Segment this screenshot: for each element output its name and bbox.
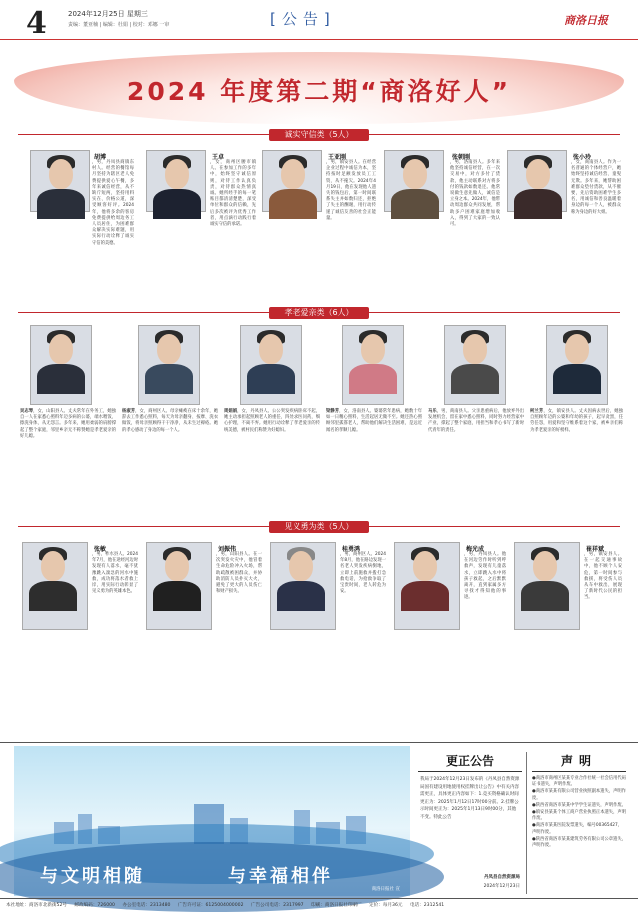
- notice-body: 我局于2024年12月23日发布的《丹凤县自然资源局国有建设用地使用权挂牌出让公告》中有关内容需更正，具体更正内容如下：1.竞买资格确认时间更正为：2025年1月12日17时00分前。2.挂牌公示时间更正为：2025年1月13日9时00分，其他不变。特此公告: [420, 777, 520, 820]
- section-title: [公告]: [270, 10, 336, 28]
- statement-list: [532, 776, 626, 850]
- portrait-photo: [146, 542, 212, 630]
- person-bio: ，男，镇安县人。在经营企业过程中诚信为本，坚持按时足额发放员工工资，从不拖欠。2024年4月19日，他在发现他人遗失的钱包后，第一时间联系失主并如数归还，拒绝了失主的酬谢，用行动传递了诚信友善的社会正能量。: [326, 160, 376, 221]
- person-card: [122, 325, 218, 515]
- statement-item: ●商洛市某某有限公司营业执照副本遗失，声明作废。: [532, 789, 626, 801]
- person-card: [512, 542, 624, 738]
- person-name: 崔祥斌: [586, 546, 605, 553]
- bio-text: ，女，丹凤县人。公公突发疾病卧床不起，她主动承担起照顾老人的重任，四处求医问药，细心护理，不离不弃。她用行动诠释了孝老爱亲的传统美德，被村民们称赞为好媳妇。: [224, 409, 321, 433]
- ad-slogan-left: 与文明相随: [40, 866, 145, 887]
- person-card: [224, 325, 320, 515]
- notice-organization: 丹凤县自然资源局: [484, 875, 520, 880]
- person-name: 吴志琴: [20, 409, 34, 414]
- person-card: [382, 150, 502, 300]
- person-card: [260, 150, 378, 300]
- person-bio: [428, 409, 524, 509]
- page-footer: [0, 898, 638, 913]
- correction-notice: [418, 752, 522, 894]
- statement-title: 声明: [560, 754, 597, 768]
- section-bar-bravery: [18, 521, 620, 533]
- person-name: 王亚刚: [328, 154, 347, 161]
- portrait-photo: [270, 542, 336, 630]
- person-bio: [530, 409, 623, 509]
- person-name: 王卓: [212, 154, 225, 161]
- person-name: 刘振伟: [218, 546, 237, 553]
- person-name: 杨淑芳: [122, 409, 136, 414]
- main-title: 2024 年度第二期“商洛好人”: [126, 77, 512, 106]
- person-name: 张朝刚: [452, 154, 471, 161]
- person-bio: ，男，商州区人。2024年8月，他在路边发现一名老人突发疾病倒地，立即上前施救并拨打急救电话，为抢救争取了宝贵时间，老人转危为安。: [340, 552, 386, 595]
- footer-office-phone: 办公室电话：2313480: [122, 903, 171, 908]
- person-bio: ，男，山阳县人。在一次突发火灾中，他冒着生命危险冲入火场，帮助疏散被困群众，并协助消防人员扑灭大火，避免了更大的人员伤亡和财产损失。: [216, 552, 262, 595]
- person-card: [428, 325, 524, 515]
- statement-column: [532, 752, 626, 894]
- person-card: [20, 150, 135, 300]
- person-card: [20, 542, 140, 738]
- section-bar-filial: [18, 307, 620, 319]
- person-card: [530, 325, 623, 515]
- portrait-photo: [514, 542, 580, 630]
- person-card: [326, 325, 422, 515]
- footer-phone: 电话：2312541: [409, 903, 445, 908]
- footer-ad-phone: 广告公司电话：2317997: [250, 903, 304, 908]
- statement-item: ●陕西省商洛市某某中学学生证遗失，声明作废。: [532, 802, 626, 808]
- person-card: [392, 542, 508, 738]
- section-label: 见义勇为类（5人）: [269, 521, 369, 533]
- person-card: [268, 542, 388, 738]
- person-name: 梅光成: [466, 546, 485, 553]
- ad-slogan-right: 与幸福相伴: [228, 866, 333, 887]
- person-bio: ，男，镇安县人。在一起交通事故中，他不顾个人安危，第一时间参与救援，将受伤人员从车中救出，展现了新时代公民的担当。: [584, 552, 622, 601]
- statement-item: ●镇安县某某个体工商户营业执照正本遗失，声明作废。: [532, 810, 626, 822]
- portrait-photo: [444, 325, 506, 405]
- person-name: 桂勇鸿: [342, 546, 361, 553]
- person-bio: ，女，商南县人。作为一名普通的个体经营户，她始终坚持诚信经营、童叟无欺。多年来，她帮助困难群众垫付货款，从不催要，先后资助困难学生多名，用诚信和善良温暖着身边的每一个人，被群众称为身边的好大姐。: [571, 160, 621, 215]
- statement-item: ●商洛市某某医院发票遗失，编号00365427，声明作废。: [532, 823, 623, 835]
- footer-address: 本社地址：商洛市北新街52号: [6, 903, 67, 908]
- portrait-photo: [30, 150, 90, 212]
- portrait-photo: [546, 325, 608, 405]
- person-name: 张敏: [94, 546, 107, 553]
- section-label: 诚实守信类（5人）: [269, 129, 369, 141]
- column-divider: [526, 752, 527, 894]
- portrait-photo: [507, 150, 567, 212]
- person-name: 胡博: [94, 154, 107, 161]
- page-number: 4: [26, 6, 47, 41]
- notice-title: 更正公告: [445, 754, 494, 768]
- footer-printer: 印刷：商洛日报社印刷厂: [311, 903, 362, 908]
- person-name: 柯兰芳: [530, 409, 544, 414]
- bio-text: ，女，洛南县人。婆婆常年患病，她数十年如一日精心照料，生活起居无微不至。她还热心照顾邻里孤寡老人，帮助他们解决生活困难，是远近闻名的孝顺儿媳。: [326, 409, 423, 433]
- statement-item: ●商洛市商州区某某专业合作社统一社会信用代码证书遗失，声明作废。: [532, 776, 626, 788]
- portrait-photo: [146, 150, 206, 212]
- statement-rule: [532, 771, 626, 772]
- page-header: [0, 0, 638, 40]
- issue-date: 2024年12月25日 星期三: [68, 10, 148, 18]
- person-card: [505, 150, 623, 300]
- person-bio: [224, 409, 320, 509]
- notice-rule: [418, 771, 522, 772]
- bio-text: ，女，商州区人。母亲瘫痪在床十余年，她辞去工作悉心照料，每天为母亲翻身、按摩、洗衣做饭，将母亲照顾得干干净净，从未生过褥疮。她的孝心感动了身边的每一个人。: [122, 409, 219, 433]
- section-label: 孝老爱亲类（6人）: [269, 307, 369, 319]
- person-bio: ，男，丹凤县商镇东村人。经营的餐馆每月坚持为辖区老人免费提供爱心午餐，多年来诚信经营，从不缺斤短两，坚持用料实在、价格公道，深受顾客好评。2024年，他将多余的客房免费提供给周边务工人员居住，为困难群众解决实际难题，用实际行动诠释了诚实守信的美德。: [92, 160, 134, 246]
- portrait-photo: [384, 150, 444, 212]
- statement-item: ●陕西省商洛市某某建筑劳务有限公司公章遗失，声明作废。: [532, 836, 626, 849]
- portrait-photo: [342, 325, 404, 405]
- person-card: [20, 325, 116, 515]
- person-bio: ，男，洛南县人。多年来他坚持诚信经营，在一次交易中，对方多付了货款，他主动联系对方将多付的钱款如数退还。他常说做生意先做人，诚信是立身之本。2024年，他带动周边群众共同发展，帮助多户困难家庭增加收入，得到了大家的一致认可。: [450, 160, 500, 228]
- person-name: 周娟娟: [224, 409, 238, 414]
- person-name: 马乐: [428, 409, 437, 414]
- person-bio: [20, 409, 116, 509]
- section-bar-honesty: [18, 129, 620, 141]
- footer-price: 定价：每月36元: [369, 903, 403, 908]
- person-bio: ，男，丹凤县人。他在河边劳作时听到呼救声，发现有儿童落水，立即跳入水中将孩子救起，之后默默离开，直到家属多方寻找才得知他的事迹。: [464, 552, 506, 601]
- person-card: [142, 150, 257, 300]
- notice-date: 2024年12月23日: [483, 884, 520, 889]
- portrait-photo: [262, 150, 322, 212]
- portrait-photo: [394, 542, 460, 630]
- civilization-ad-banner: [14, 746, 410, 896]
- person-name: 梁静芳: [326, 409, 340, 414]
- bio-text: ，女，镇安县人。丈夫因病去世后，她独自照顾年迈的公婆和年幼的孩子，起早贪黑，任劳任怨，用爱和坚守维系着这个家，被乡亲们称为孝老爱亲的好榜样。: [530, 409, 624, 433]
- portrait-photo: [240, 325, 302, 405]
- bottom-divider: [0, 742, 638, 743]
- editor-credits: 责编：董亚楠 | 编辑：杜娟 | 校对：邓娜 一审: [68, 22, 170, 28]
- newspaper-logo: 商洛日报: [564, 14, 608, 27]
- person-card: [144, 542, 264, 738]
- person-name: 张小玲: [573, 154, 592, 161]
- person-bio: ，女，商州区腰市镇人。在参加工作的多年中，始终坚守诚信原则，对待工作认真负责，对待群众热情真诚。她所经手的每一笔账目都清清楚楚，深受单位和群众的信赖，先后多次被评为优秀工作者，用点滴行动践行着诚实守信的承诺。: [210, 160, 256, 228]
- person-bio: [326, 409, 422, 509]
- portrait-photo: [22, 542, 88, 630]
- portrait-photo: [30, 325, 92, 405]
- footer-ad-license: 广告许可证：6125004000002: [177, 903, 244, 908]
- bio-text: ，男，商南县人。父亲患重病后，他放弃外出发展机会，留在家中悉心照料，同时努力经营家中产业，撑起了整个家庭，用担当和孝心书写了新时代青年的责任。: [428, 409, 524, 433]
- ad-credit: 商洛日报社 宣: [371, 887, 400, 892]
- person-bio: [122, 409, 218, 509]
- footer-postcode: 邮政编码：726000: [74, 903, 115, 908]
- bio-text: ，女，山阳县人。丈夫常年在外务工，她独自一人在家悉心照料年迈多病的公婆，端水喂饭、擦洗身体，从无怨言。多年来，她用柔弱的肩膀撑起了整个家庭，邻里乡亲无不称赞她是孝老爱亲的好儿媳。: [20, 409, 117, 439]
- person-bio: ，男，柞水县人。2024年7月，他在途经河边时发现有人落水，毫不犹豫跳入湍急的河水中施救，成功将落水者救上岸，用实际行动彰显了见义勇为的英雄本色。: [92, 552, 138, 595]
- portrait-photo: [138, 325, 200, 405]
